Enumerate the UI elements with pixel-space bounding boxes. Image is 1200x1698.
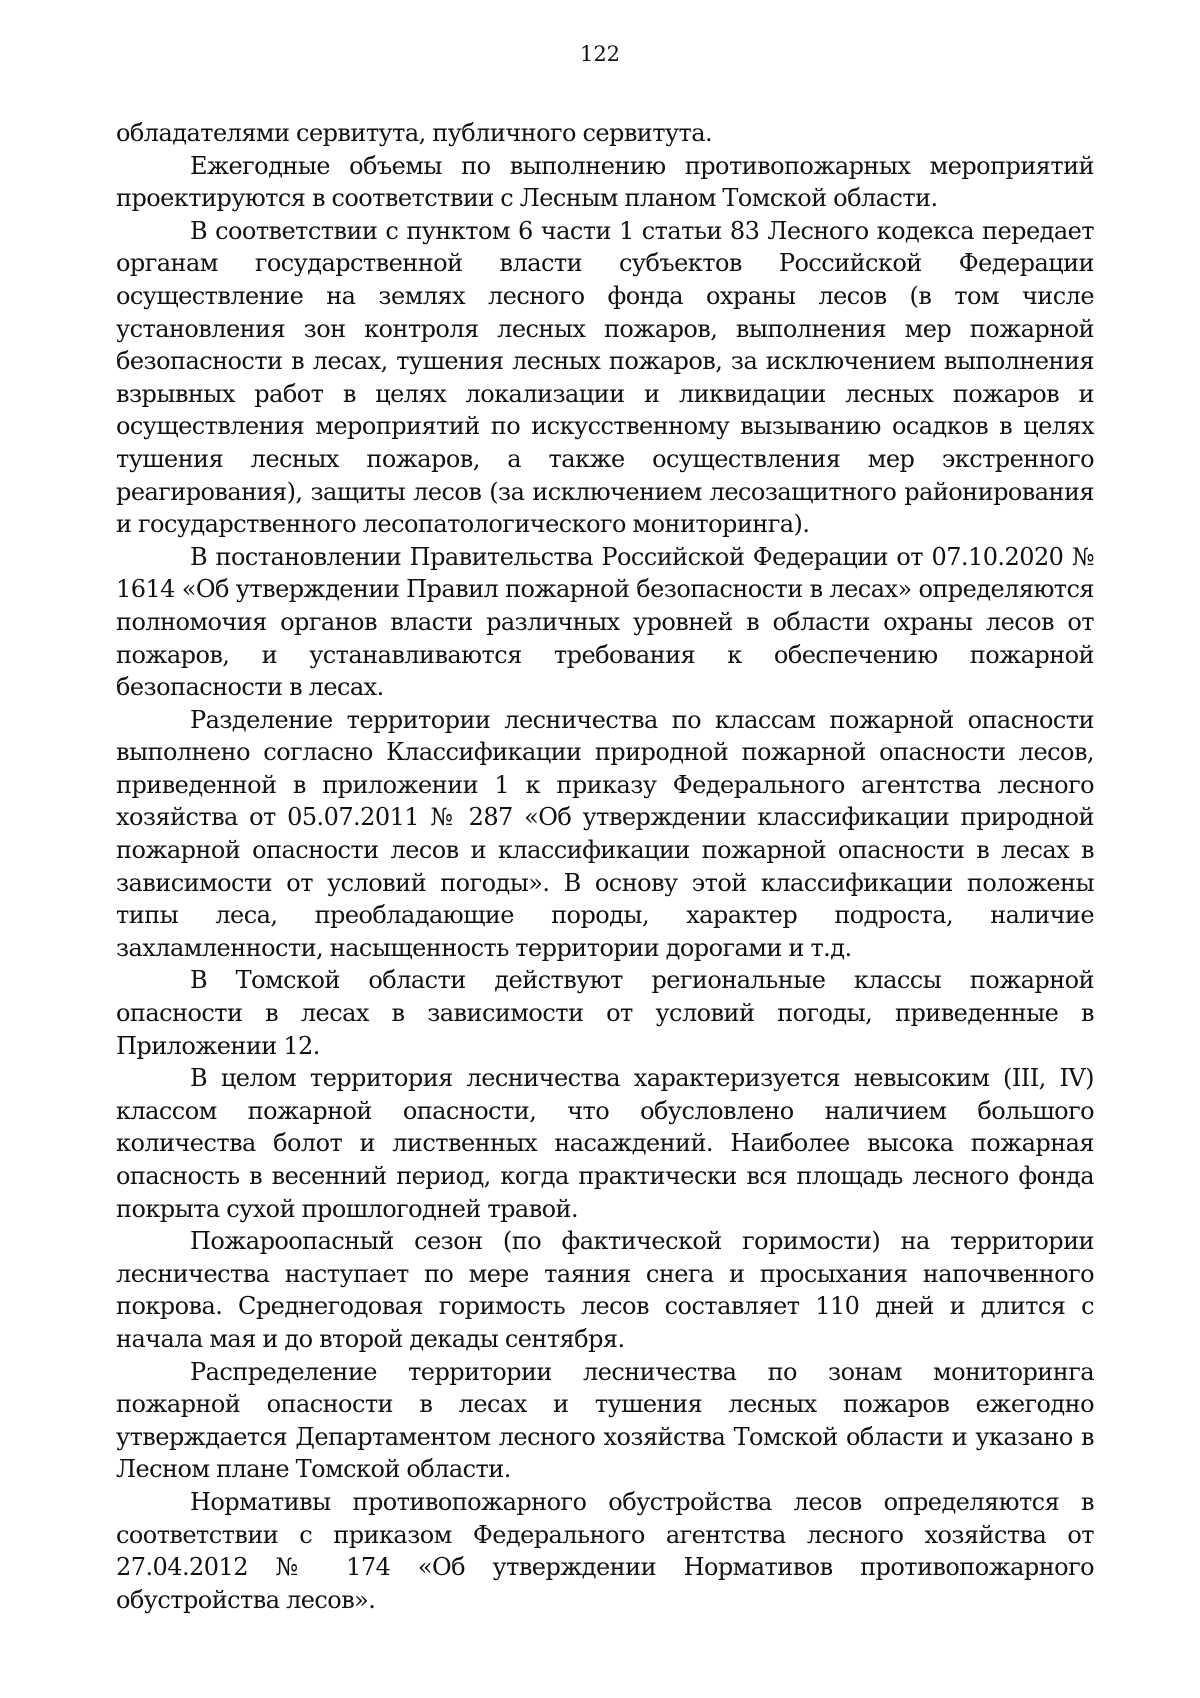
page-number: 122	[579, 42, 621, 66]
paragraph-monitoring-zones: Распределение территории лесничества по зонам мониторинга пожарной опасности в лесах и тушения лесных пожаров ежегодно утверждается Департаментом лесного хозяйства Томской области и указано в Лесном плане Томской области.	[116, 1357, 1094, 1484]
paragraph-forest-code: В соответствии с пунктом 6 части 1 статьи 83 Лесного кодекса передает органам государственной власти субъектов Российской Федерации осуществление на землях лесного фонда охраны лесов (в том числе установления зон контроля лесных пожаров, выполнения мер пожарной безопасности в лесах, тушения лесных пожаров, за исключением выполнения взрывных работ в целях локализации и ликвидации лесных пожаров и осуществления мероприятий по искусственному вызыванию осадков в целях тушения лесных пожаров, а также осуществления мер экстренного реагирования), защиты лесов (за исключением лесозащитного районирования и государственного лесопатологического мониторинга).	[116, 216, 1094, 539]
body-text	[116, 117, 1094, 1616]
paragraph-fire-season: Пожароопасный сезон (по фактической горимости) на территории лесничества наступает по мере таяния снега и просыхания напочвенного покрова. Среднегодовая горимость лесов составляет 110 дней и длится с начала мая и до второй декады сентября.	[116, 1227, 1094, 1353]
paragraph-continuation: обладателями сервитута, публичного сервитута.	[116, 119, 713, 147]
paragraph-government-decree: В постановлении Правительства Российской Федерации от 07.10.2020 № 1614 «Об утверждении Правил пожарной безопасности в лесах» определяются полномочия органов власти различных уровней в области охраны лесов от пожаров, и устанавливаются требования к обеспечению пожарной безопасности в лесах.	[116, 542, 1094, 702]
paragraph-norms: Нормативы противопожарного обустройства лесов определяются в соответствии с приказом Федерального агентства лесного хозяйства от 27.04.2012 № 174 «Об утверждении Нормативов противопожарного обустройства лесов».	[116, 1487, 1094, 1614]
paragraph-fire-classes: Разделение территории лесничества по классам пожарной опасности выполнено согласно Классификации природной пожарной опасности лесов, приведенной в приложении 1 к приказу Федерального агентства лесного хозяйства от 05.07.2011 № 287 «Об утверждении классификации природной пожарной опасности лесов и классификации пожарной опасности в лесах в зависимости от условий погоды». В основу этой классификации положены типы леса, преобладающие породы, характер подроста, наличие захламленности, насыщенность территории дорогами и т.д.	[116, 705, 1094, 962]
paragraph-territory-characteristics: В целом территория лесничества характеризуется невысоким (III, IV) классом пожарной опасности, что обусловлено наличием большого количества болот и лиственных насаждений. Наиболее высока пожарная опасность в весенний период, когда практически вся площадь лесного фонда покрыта сухой прошлогодней травой.	[116, 1064, 1094, 1223]
paragraph-annual-volumes: Ежегодные объемы по выполнению противопожарных мероприятий проектируются в соответствии с Лесным планом Томской области.	[116, 151, 1094, 213]
paragraph-regional-classes: В Томской области действуют региональные классы пожарной опасности в лесах в зависимости от условий погоды, приведенные в Приложении 12.	[116, 966, 1094, 1060]
